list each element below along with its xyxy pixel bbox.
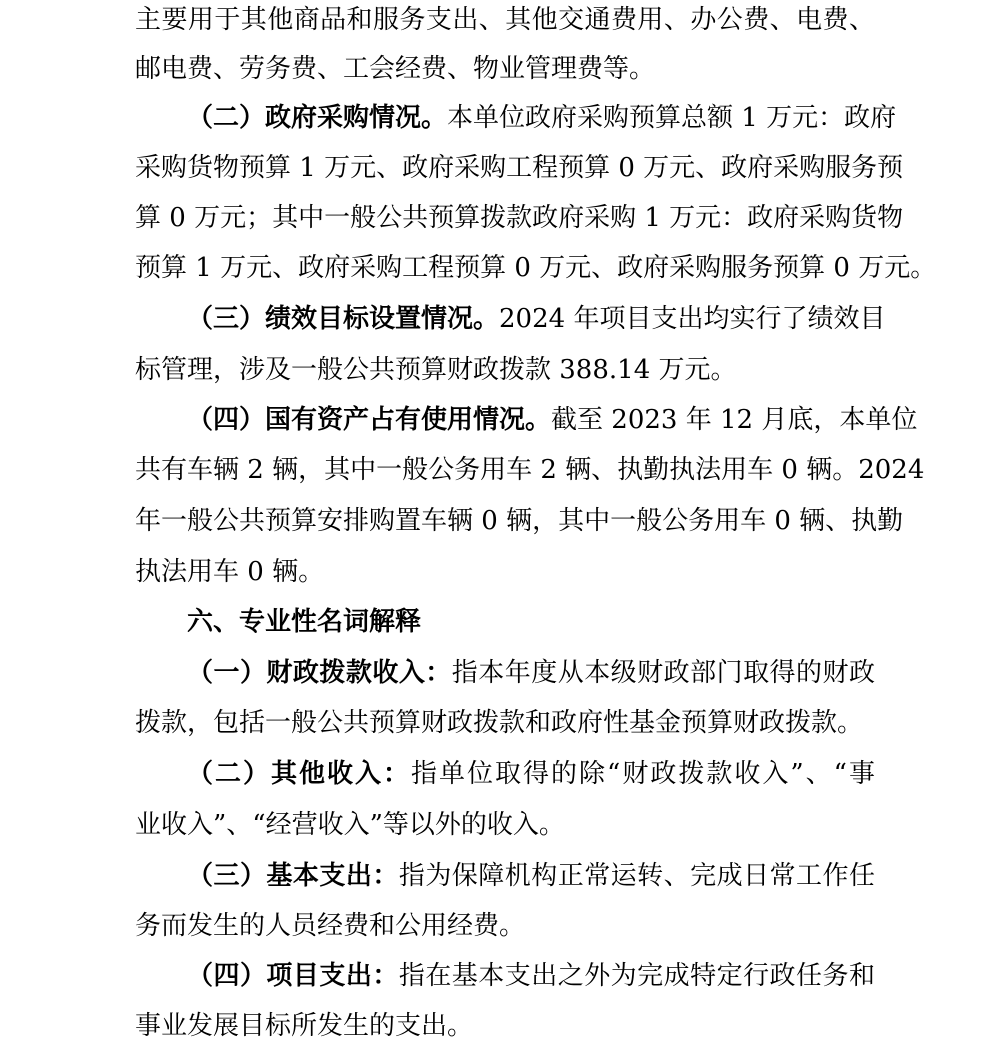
body-line: 预算 1 万元、政府采购工程预算 0 万元、政府采购服务预算 0 万元。: [135, 253, 937, 283]
body-line: 业收入”、“经营收入”等以外的收入。: [135, 810, 565, 840]
paragraph-text: 截至 2023 年 12 月底，本单位: [551, 405, 918, 435]
paragraph-text: 指在基本支出之外为完成特定行政任务和: [398, 961, 875, 991]
body-line: 共有车辆 2 辆，其中一般公务用车 2 辆、执勤执法用车 0 辆。2024: [135, 455, 925, 485]
paragraph-text: 本单位政府采购预算总额 1 万元：政府: [447, 103, 897, 133]
paragraph-line: [187, 961, 875, 991]
section-heading: 六、专业性名词解释: [187, 607, 422, 637]
body-line: 务而发生的人员经费和公用经费。: [135, 911, 526, 941]
paragraph-text: 指单位取得的除“财政拨款收入”、“事: [411, 759, 875, 789]
body-line: 年一般公共预算安排购置车辆 0 辆，其中一般公务用车 0 辆、执勤: [135, 506, 904, 536]
paragraph-line: [187, 304, 886, 334]
body-line: 算 0 万元；其中一般公共预算拨款政府采购 1 万元：政府采购货物: [135, 203, 904, 233]
body-line: 主要用于其他商品和服务支出、其他交通费用、办公费、电费、: [135, 5, 875, 35]
paragraph-heading: （一）财政拨款收入：: [187, 658, 452, 688]
paragraph-line: [187, 759, 875, 789]
paragraph-line: [187, 861, 875, 891]
body-line: 事业发展目标所发生的支出。: [135, 1011, 474, 1041]
paragraph-line: [187, 405, 918, 435]
body-line: 邮电费、劳务费、工会经费、物业管理费等。: [135, 54, 656, 84]
paragraph-line: [187, 103, 897, 133]
paragraph-text: 2024 年项目支出均实行了绩效目: [499, 304, 886, 334]
paragraph-heading: （二）政府采购情况。: [187, 103, 448, 133]
paragraph-text: 指本年度从本级财政部门取得的财政: [451, 658, 875, 688]
paragraph-heading: （二）其他收入：: [187, 759, 412, 789]
body-line: 执法用车 0 辆。: [135, 557, 325, 587]
paragraph-heading: （三）基本支出：: [187, 861, 399, 891]
body-line: 拨款，包括一般公共预算财政拨款和政府性基金预算财政拨款。: [135, 708, 864, 738]
paragraph-heading: （三）绩效目标设置情况。: [187, 304, 500, 334]
body-line: 标管理，涉及一般公共预算财政拨款 388.14 万元。: [135, 355, 737, 385]
paragraph-line: [187, 658, 875, 688]
paragraph-heading: （四）国有资产占有使用情况。: [187, 405, 552, 435]
paragraph-heading: （四）项目支出：: [187, 961, 399, 991]
paragraph-text: 指为保障机构正常运转、完成日常工作任: [398, 861, 875, 891]
body-line: 采购货物预算 1 万元、政府采购工程预算 0 万元、政府采购服务预: [135, 153, 904, 183]
